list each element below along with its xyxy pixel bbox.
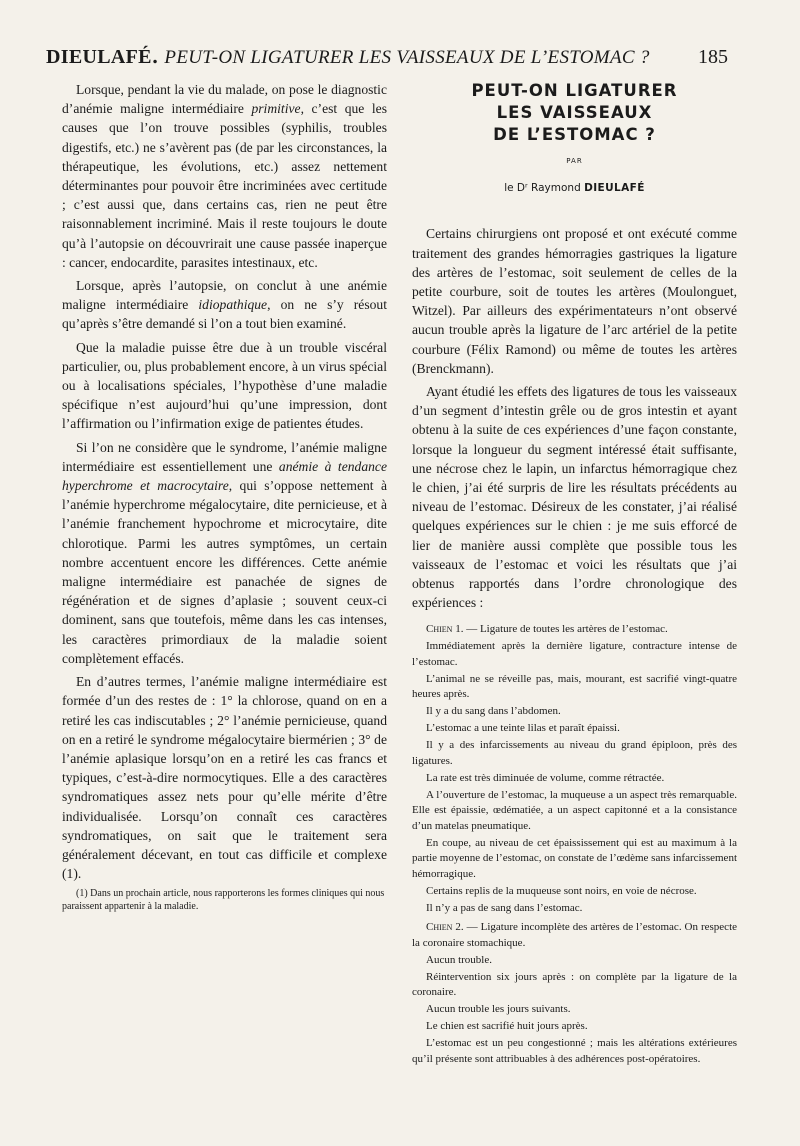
text-run: Lorsque, après l’autopsie, on conclut à une anémie maligne intermédiaire — [62, 278, 387, 313]
text-run: Lorsque, pendant la vie du malade, on pose le diagnostic d’anémie maligne intermédiaire — [62, 82, 387, 117]
experiment-title: — Ligature incomplète des artères de l’estomac. On respecte la coronaire stomachique. — [412, 921, 738, 949]
header-separator: . — [151, 46, 159, 68]
left-column — [62, 80, 387, 917]
right-paragraph-2: Ayant étudié les effets des ligatures de tous les vaisseaux d’un segment d’intestin grêle ou de gros intestin et ayant obtenu à la suite de ces expériences d’une façon constante, lorsque la longueur du segment intéressé était suffisante, une nécrose chez le lapin, un infarctus hémorragique chez le chien, j’ai été surpris de lire les résultats précédents au niveau de l’estomac. Désireux de les constater, j’ai réalisé quelques expériences sur le chien : je me suis efforcé de lier de manière aussi complète que possible tous les vaisseaux de l’estomac et voici les résultats que j’ai obtenus rapportés dans l’ordre chronologique des expériences : — [412, 384, 737, 611]
experiment-observation: Certains replis de la muqueuse sont noirs, en voie de nécrose. — [426, 884, 697, 897]
left-paragraph-2 — [62, 276, 387, 334]
article-title-line-2: LES VAISSEAUX — [496, 103, 653, 122]
experiment-title: — Ligature de toutes les artères de l’estomac. — [463, 623, 668, 636]
experiment-observation: Aucun trouble les jours suivants. — [426, 1003, 571, 1016]
experiment-observation: Aucun trouble. — [426, 953, 492, 966]
page-number: 185 — [698, 46, 728, 68]
experiment-observation: En coupe, au niveau de cet épaississement qui est au maximum à la partie moyenne de l’estomac, on constate de l’œdème sans infarcissement hémorragique. — [412, 836, 737, 880]
text-run: , c’est que les causes que l’on trouve possibles (syphilis, troubles digestifs, etc.) ne s’avèrent pas (de par les circonstances, la thérapeutique, les évolutions, etc.) assez nettement déterminantes pour pouvoir être incriminées avec certitude ; c’est aussi que, dans certains cas, rien ne peut être raisonnablement incriminé. Mais il reste toujours le doute qu’à l’autopsie on découvrirait une cause passée inaperçue : cancer, endocardite, parasites intestinaux, etc. — [62, 101, 387, 270]
experiment-label: Chien 2. — [426, 921, 464, 934]
article-title-line-3: DE L’ESTOMAC ? — [493, 125, 656, 144]
text-run: , qui s’oppose nettement à l’anémie hyperchrome mégalocytaire, dite pernicieuse, et à l’anémie franchement hypochrome et microcytaire, dite chlorotique. Parmi les autres symptômes, un certain nombre accentuent encore les différences. Cette anémie maligne intermédiaire est panachée de signes de régénération et de signes d’aplasie ; souvent ceux-ci dominent, sans que toutefois, même dans les cas intenses, les caractères primordiaux de la maladie soient complètement effacés. — [62, 478, 387, 666]
experiment-heading — [412, 622, 737, 638]
running-header — [46, 42, 746, 72]
right-paragraph-1: Certains chirurgiens ont proposé et ont exécuté comme traitement des grandes hémorragies gastriques la ligature des artères de l’estomac, soit seulement de celles de la petite courbure, soit de toutes les artères (Moulonguet, Witzel). Par ailleurs des expérimentateurs n’ont observé aucun trouble après la ligature de l’arc artériel de la petite courbure (Félix Ramond) ou même de toutes les artères (Brenckmann). — [412, 226, 737, 376]
text-run: En d’autres termes, l’anémie maligne intermédiaire est formée d’un des restes de : 1° la chlorose, quand on en a retiré les cas indiscutables ; 2° l’anémie pernicieuse, quand on en a retiré le syndrome mégalocytaire biermérien ; 3° de l’anémie aplasique lorsqu’on en a retiré les cas francs et typiques, c’est-à-dire normocytiques. Elle a des caractères syndromatiques assez nets pour qu’elle mérite d’être individualisée. Lorsqu’on connaît ces caractères syndromatiques, on sait que le traitement sera généralement décevant, en tout cas difficile et complexe (1). — [62, 674, 387, 882]
header-title: PEUT-ON LIGATURER LES VAISSEAUX DE L’ESTOMAC ? — [164, 47, 650, 68]
experiment-observation: L’estomac a une teinte lilas et paraît épaissi. — [426, 722, 620, 735]
experiment-observation: Il n’y a pas de sang dans l’estomac. — [426, 901, 583, 914]
experiments — [412, 622, 737, 1067]
article-title — [412, 80, 737, 146]
text-run: Que la maladie puisse être due à un trouble viscéral particulier, ou, plus probablement encore, à un virus spécial ou à localisations spéciales, l’hypothèse d’une maladie spécifique n’est aujourd’hui qu’une impression, dont l’affirmation ou l’infirmation exige de patientes études. — [62, 339, 387, 432]
article-title-line-1: PEUT-ON LIGATURER — [471, 81, 678, 100]
text-run: , on ne s’y résout qu’après s’être demandé si l’on a tout bien examiné. — [62, 297, 387, 332]
italic-run: primitive — [251, 101, 301, 117]
left-paragraph-4 — [62, 438, 387, 668]
experiment-observation: Réintervention six jours après : on complète par la ligature de la coronaire. — [412, 970, 737, 999]
experiment-heading — [412, 920, 737, 951]
experiment-observation: A l’ouverture de l’estomac, la muqueuse a un aspect très remarquable. Elle est épaissie, œdématiée, a un aspect capitonné et a la consistance d’un matelas pneumatique. — [412, 788, 737, 832]
experiment-label: Chien 1. — [426, 623, 464, 636]
experiment-observation: La rate est très diminuée de volume, comme rétractée. — [426, 771, 665, 784]
header-author: DIEULAFÉ — [46, 46, 152, 68]
left-paragraph-5 — [62, 672, 387, 883]
byline — [412, 179, 737, 198]
experiment-observation: L’estomac est un peu congestionné ; mais les altérations extérieures qu’il présente sont attribuables à des adhérences post-opératoires. — [412, 1037, 737, 1065]
par-label: PAR — [566, 157, 583, 165]
left-paragraph-1 — [62, 80, 387, 272]
experiment-observation: L’animal ne se réveille pas, mais, mourant, est sacrifié vingt-quatre heures après. — [412, 672, 737, 701]
footnote: (1) Dans un prochain article, nous rapporterons les formes cliniques qui nous paraissent appartenir à la maladie. — [62, 888, 385, 913]
experiment-observation: Il y a des infarcissements au niveau du grand épiploon, près des ligatures. — [412, 739, 737, 767]
byline-prefix: le Dʳ Raymond — [504, 182, 585, 195]
byline-author: DIEULAFÉ — [584, 182, 645, 195]
italic-run: anémie à tendance hyperchrome et macrocytaire — [62, 458, 387, 494]
text-run: Si l’on ne considère que le syndrome, l’anémie maligne intermédiaire est essentiellement une — [62, 439, 387, 474]
experiment-observation: Immédiatement après la dernière ligature, contracture intense de l’estomac. — [412, 640, 737, 668]
experiment-observation: Le chien est sacrifié huit jours après. — [426, 1020, 588, 1033]
experiment-observation: Il y a du sang dans l’abdomen. — [426, 705, 561, 718]
italic-run: idiopathique — [198, 297, 268, 313]
right-column — [412, 80, 737, 1069]
left-paragraph-3 — [62, 338, 387, 434]
